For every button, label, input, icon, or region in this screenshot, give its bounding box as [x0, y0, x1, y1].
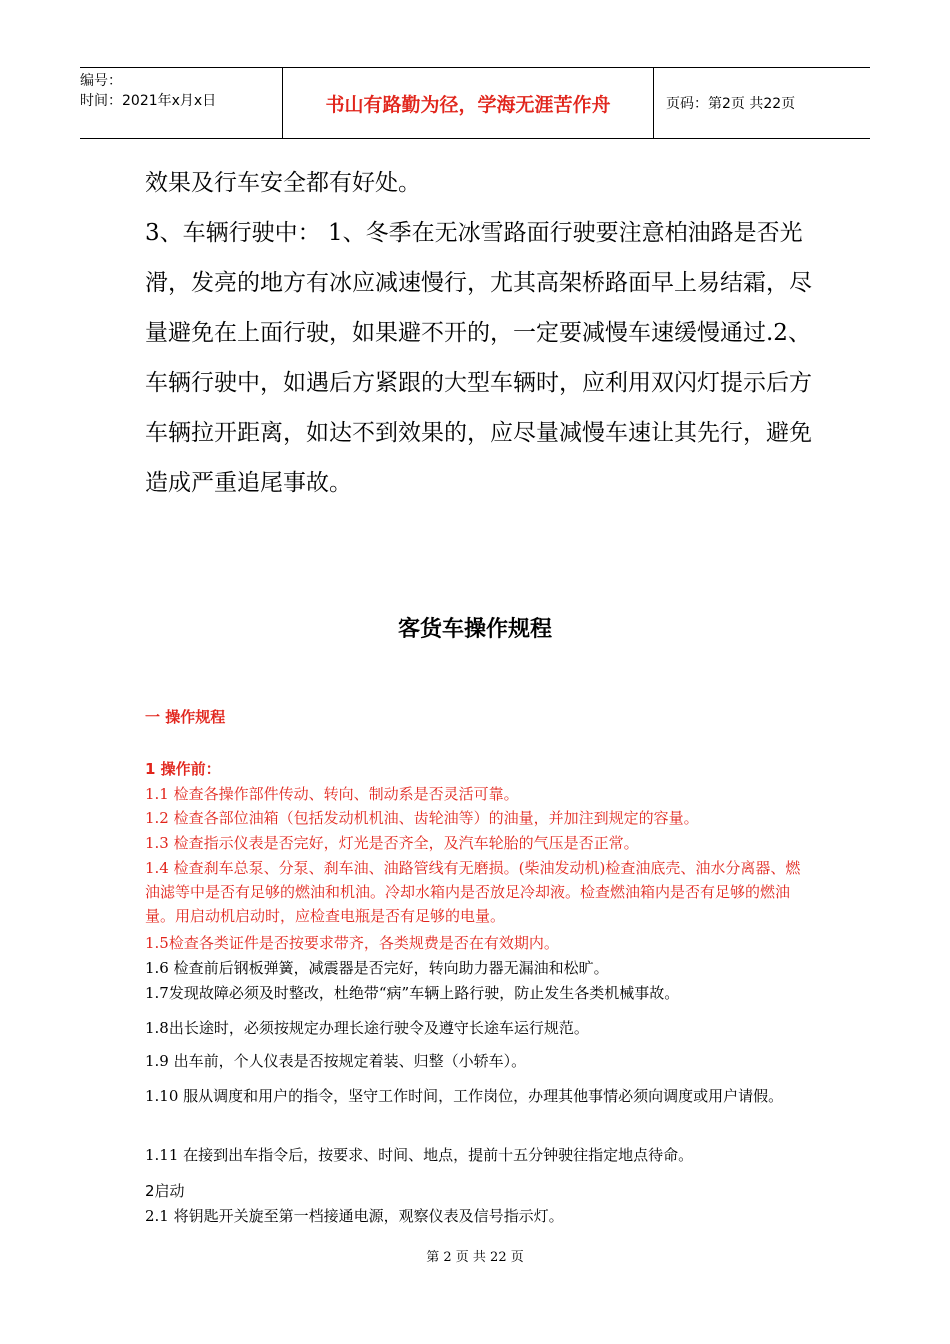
- item-2-1: 2.1 将钥匙开关旋至第一档接通电源，观察仪表及信号指示灯。: [145, 1207, 564, 1225]
- item-1-10: 1.10 服从调度和用户的指令，坚守工作时间，工作岗位，办理其他事情必须向调度或用户请假。: [145, 1087, 784, 1105]
- item-1-1: 1.1 检查各操作部件传动、转向、制动系是否灵活可靠。: [145, 785, 519, 803]
- doc-number-label: 编号：: [80, 73, 122, 89]
- item-1-2: 1.2 检查各部位油箱（包括发动机机油、齿轮油等）的油量，并加注到规定的容量。: [145, 809, 699, 827]
- section-heading: 一 操作规程: [145, 708, 226, 726]
- item-1-6: 1.6 检查前后钢板弹簧，减震器是否完好，转向助力器无漏油和松旷。: [145, 959, 609, 977]
- before-operation-heading: 1 操作前：: [145, 760, 221, 778]
- item-1-11: 1.11 在接到出车指令后，按要求、时间、地点，提前十五分钟驶往指定地点待命。: [145, 1146, 694, 1164]
- header-page-info: 页码：第2页 共22页: [666, 96, 796, 112]
- document-title: 客货车操作规程: [397, 617, 552, 642]
- item-1-9: 1.9 出车前，个人仪表是否按规定着装、归整（小轿车）。: [145, 1052, 527, 1070]
- item-1-4: 1.4 检查刹车总泵、分泵、刹车油、油路管线有无磨损。(柴油发动机)检查油底壳、油水分离器、燃油滤等中是否有足够的燃油和机油。冷却水箱内是否放足冷却液。检查燃油箱内是否有足够的燃油量。用启动机启动时，应检查电瓶是否有足够的电量。: [145, 859, 801, 925]
- header-motto: 书山有路勤为径，学海无涯苦作舟: [282, 68, 654, 138]
- doc-date: 时间：2021年x月x日: [80, 93, 217, 109]
- item-1-3: 1.3 检查指示仪表是否完好，灯光是否齐全，及汽车轮胎的气压是否正常。: [145, 834, 639, 852]
- page-header: [80, 67, 870, 139]
- item-1-7: 1.7发现故障必须及时整改，杜绝带“病”车辆上路行驶，防止发生各类机械事故。: [145, 984, 680, 1002]
- intro-paragraph-1: 效果及行车安全都有好处。: [145, 170, 421, 196]
- intro-paragraph-2: 3、车辆行驶中： 1、冬季在无冰雪路面行驶要注意柏油路是否光滑，发亮的地方有冰应减速慢行，尤其高架桥路面早上易结霜，尽量避免在上面行驶，如果避不开的，一定要减慢车速缓慢通过.2、车辆行驶中，如遇后方紧跟的大型车辆时，应利用双闪灯提示后方车辆拉开距离，如达不到效果的，应尽量减慢车速让其先行，避免造成严重追尾事故。: [145, 220, 812, 496]
- item-1-5: 1.5检查各类证件是否按要求带齐，各类规费是否在有效期内。: [145, 934, 559, 952]
- start-heading: 2启动: [145, 1182, 185, 1200]
- page-footer: 第 2 页 共 22 页: [426, 1250, 524, 1265]
- header-meta: [80, 68, 282, 138]
- item-1-8: 1.8出长途时，必须按规定办理长途行驶令及遵守长途车运行规范。: [145, 1019, 589, 1037]
